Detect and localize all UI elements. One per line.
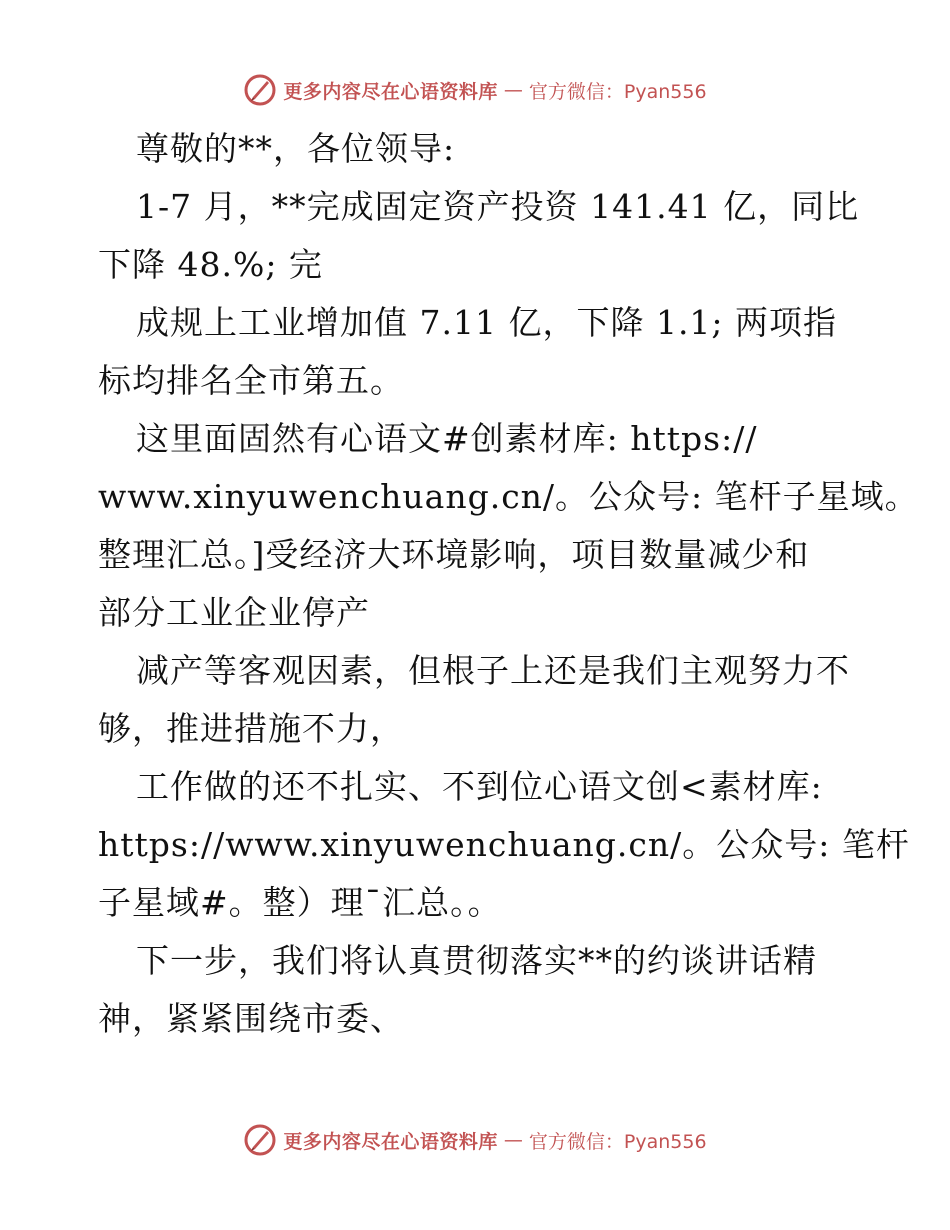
paragraph-line: 下一步，我们将认真贯彻落实**的约谈讲话精 [136,941,817,980]
header-banner [0,70,950,110]
paragraph-line: 够，推进措施不力， [98,709,404,748]
banner-title: 更多内容尽在心语资料库 [283,1130,498,1153]
banner-wechat-id: 官方微信：Pyan556 [528,80,707,103]
banner-wechat-id: 官方微信：Pyan556 [528,1130,707,1153]
quill-logo-icon [243,73,277,107]
salutation: 尊敬的**，各位领导: [136,129,456,168]
paragraph-line: 子星域#。整）理¯汇总。。 [98,883,502,922]
banner-separator: — [503,1129,523,1151]
paragraph-line: 部分工业企业停产 [98,593,370,632]
paragraph-line: 下降 48.%; 完 [98,245,323,284]
paragraph-line: 成规上工业增加值 7.11 亿，下降 1.1; 两项指 [136,303,838,342]
paragraph-line: 这里面固然有心语文#创素材库: https:// [136,419,758,458]
paragraph-line: 减产等客观因素，但根子上还是我们主观努力不 [136,651,850,690]
paragraph-line: 工作做的还不扎实、不到位心语文创<素材库: [136,767,823,806]
banner-title: 更多内容尽在心语资料库 [283,80,498,103]
paragraph-line: 整理汇总。]受经济大环境影响，项目数量减少和 [98,535,810,574]
footer-banner [0,1120,950,1160]
quill-logo-icon [243,1123,277,1157]
paragraph-line: 神，紧紧围绕市委、 [98,999,404,1038]
document-body [98,120,919,1048]
paragraph-line: www.xinyuwenchuang.cn/。公众号: 笔杆子星域。 [98,477,919,516]
paragraph-line: 标均排名全市第五。 [98,361,404,400]
paragraph-line: https://www.xinyuwenchuang.cn/。公众号: 笔杆 [98,825,910,864]
banner-separator: — [503,79,523,101]
paragraph-line: 1-7 月，**完成固定资产投资 141.41 亿，同比 [136,187,860,226]
